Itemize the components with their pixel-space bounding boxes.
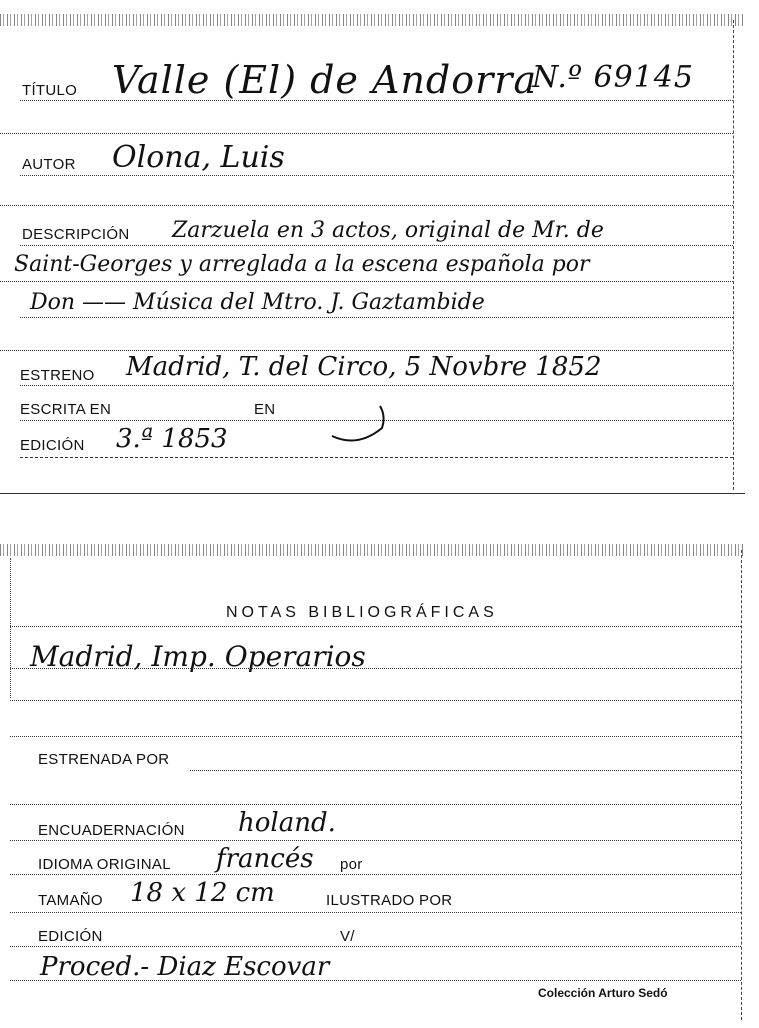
rule-blank-1 (0, 133, 733, 134)
descripcion-line-1: Zarzuela en 3 actos, original de Mr. de (172, 218, 604, 243)
rule-descripcion-1 (20, 245, 733, 246)
tamano-label: TAMAÑO (38, 892, 103, 909)
rule-notas-3 (10, 736, 741, 737)
idioma-label: IDIOMA ORIGINAL (38, 856, 171, 873)
titulo-label: TÍTULO (22, 82, 78, 99)
escrita-en-label: ESCRITA EN (20, 401, 112, 418)
tamano-value: 18 x 12 cm (130, 878, 275, 908)
rule-descripcion-2 (0, 281, 733, 282)
card-right-edge-bottom (741, 550, 742, 1020)
ilustrado-label: ILUSTRADO POR (326, 892, 453, 909)
autor-value: Olona, Luis (112, 140, 285, 175)
descripcion-label: DESCRIPCIÓN (22, 226, 130, 243)
descripcion-line-3: Don —— Música del Mtro. J. Gaztambide (30, 290, 485, 315)
rule-encuadernacion (10, 840, 741, 841)
idioma-value: francés (216, 844, 314, 874)
encuadernacion-value: holand. (238, 808, 336, 838)
rule-descripcion-3 (20, 317, 733, 318)
card-right-edge (733, 20, 734, 490)
titulo-value: Valle (El) de Andorra (112, 58, 538, 102)
en-label: EN (254, 401, 276, 418)
rule-estrenada (190, 770, 741, 771)
notas-heading: NOTAS BIBLIOGRÁFICAS (226, 604, 498, 621)
collection-label: Colección Arturo Sedó (538, 986, 668, 1000)
notas-value: Madrid, Imp. Operarios (30, 640, 366, 673)
edicion-value: 3.ª 1853 (116, 424, 228, 454)
rule-idioma (10, 874, 741, 875)
rule-proced (10, 980, 741, 981)
catalog-card-top (0, 0, 745, 494)
card-bottom-edge (0, 544, 745, 556)
rule-blank-3 (0, 350, 733, 351)
estrenada-por-label: ESTRENADA POR (38, 751, 170, 768)
por-label: por (340, 856, 363, 873)
rule-notas-2 (10, 700, 741, 701)
estreno-value: Madrid, T. del Circo, 5 Novbre 1852 (126, 352, 602, 382)
rule-estreno (20, 385, 733, 386)
catalog-number: N.º 69145 (532, 60, 694, 95)
rule-notas-1 (10, 668, 741, 669)
punch-hole-mark (326, 402, 390, 446)
rule-tamano (10, 912, 741, 913)
rule-blank-4 (10, 804, 741, 805)
rule-titulo (20, 100, 733, 101)
rule-autor (20, 175, 733, 176)
rule-edicion-bottom (10, 946, 741, 947)
rule-heading (10, 626, 741, 627)
edicion-label: EDICIÓN (20, 437, 85, 454)
card-top-edge (0, 14, 745, 26)
edicion-label-bottom: EDICIÓN (38, 928, 103, 945)
rule-blank-2 (0, 205, 733, 206)
rule-edicion (20, 457, 733, 458)
encuadernacion-label: ENCUADERNACIÓN (38, 822, 185, 839)
edicion-mark: V/ (340, 928, 355, 945)
autor-label: AUTOR (22, 156, 76, 173)
card-left-edge-bottom (10, 558, 11, 698)
proced-value: Proced.- Diaz Escovar (40, 952, 330, 982)
estreno-label: ESTRENO (20, 367, 95, 384)
catalog-card-bottom (0, 540, 745, 1028)
descripcion-line-2: Saint-Georges y arreglada a la escena española por (14, 252, 590, 277)
